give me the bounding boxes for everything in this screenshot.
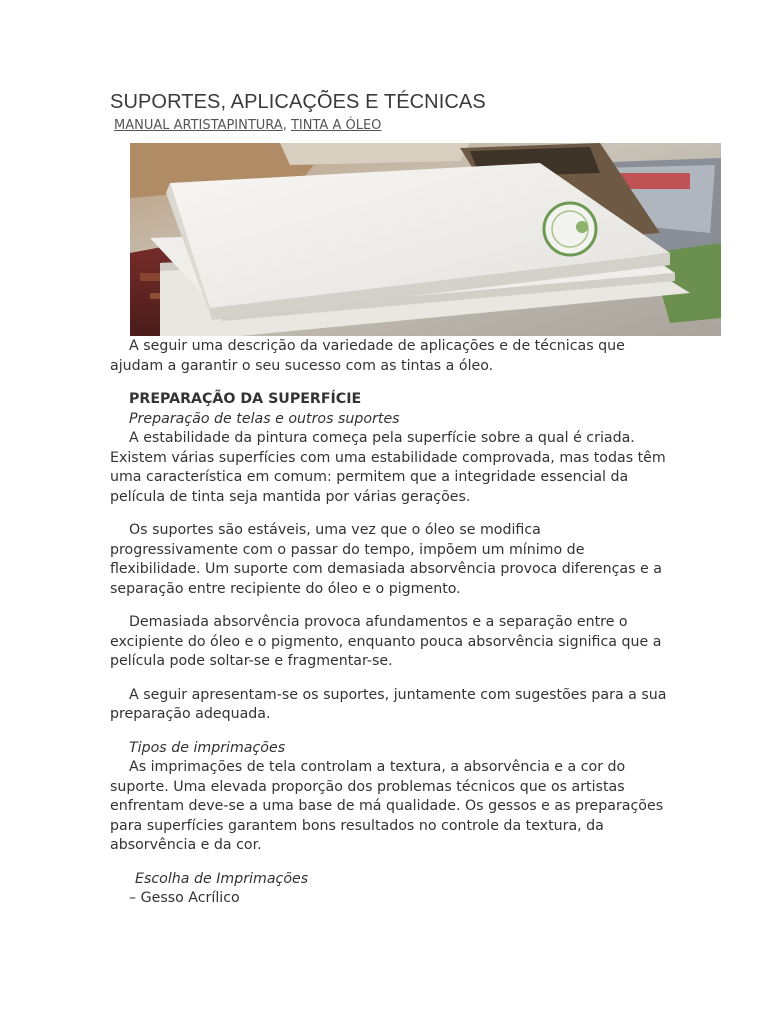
article-body xyxy=(110,337,670,909)
breadcrumb xyxy=(114,117,722,135)
list-item: – Gesso Acrílico xyxy=(129,890,240,906)
section-heading-preparacao: PREPARAÇÃO DA SUPERFÍCIE xyxy=(129,391,362,407)
paragraph-apresentam: A seguir apresentam-se os suportes, juntamente com sugestões para a sua preparação adequada. xyxy=(110,686,667,722)
intro-paragraph: A seguir uma descrição da variedade de aplicações e de técnicas que ajudam a garantir o seu sucesso com as tintas a óleo. xyxy=(110,338,625,374)
paragraph-suportes: Os suportes são estáveis, uma vez que o óleo se modifica progressivamente com o passar do tempo, impõem um mínimo de flexibilidade. Um suporte com demasiada absorvência provoca diferenças e a separação entre recipiente do óleo e o pigmento. xyxy=(110,522,662,597)
canvas-stack-illustration xyxy=(130,143,721,336)
paragraph-absorvencia: Demasiada absorvência provoca afundamentos e a separação entre o excipiente do óleo e o pigmento, enquanto pouca absorvência significa que a película pode soltar-se e fragmentar-se. xyxy=(110,614,662,669)
section-subheading-escolha: Escolha de Imprimações xyxy=(135,870,309,887)
section-subheading-tipos: Tipos de imprimações xyxy=(129,739,286,756)
paragraph-estabilidade: A estabilidade da pintura começa pela superfície sobre a qual é criada. Existem várias superfícies com uma estabilidade comprovada, mas todas têm uma característica em comum: permitem que a integridade essencial da película de tinta seja mantida por várias gerações. xyxy=(110,430,666,505)
breadcrumb-separator: , xyxy=(282,118,287,133)
article xyxy=(110,90,722,906)
section-subheading-telas: Preparação de telas e outros suportes xyxy=(129,410,400,427)
breadcrumb-link-manual[interactable]: MANUAL ARTISTAPINTURA xyxy=(114,118,283,133)
page-title: SUPORTES, APLICAÇÕES E TÉCNICAS xyxy=(110,91,486,113)
paragraph-imprimacoes: As imprimações de tela controlam a textura, a absorvência e a cor do suporte. Uma elevada proporção dos problemas técnicos que os artistas enfrentam deve-se a uma base de má qualidade. Os gessos e as preparações para superfícies garantem bons resultados no controle da textura, da absorvência e da cor. xyxy=(110,759,664,853)
hero-image-canvases xyxy=(130,143,721,336)
breadcrumb-link-tinta[interactable]: TINTA A ÓLEO xyxy=(290,118,382,133)
